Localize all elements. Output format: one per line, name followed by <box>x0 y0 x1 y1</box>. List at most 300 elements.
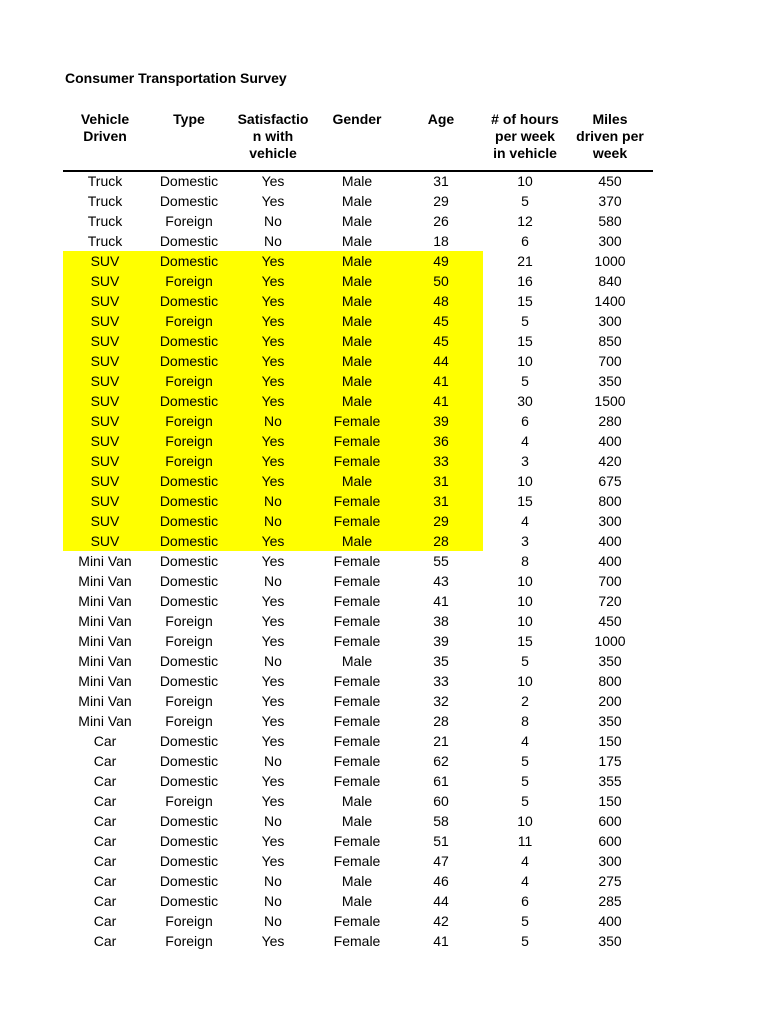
cell-age: 33 <box>399 451 483 471</box>
cell-vehicle: Car <box>93 893 117 909</box>
cell-miles: 580 <box>598 213 622 229</box>
cell-satisfaction: No <box>264 813 282 829</box>
table-row <box>63 291 653 311</box>
cell-satisfaction: Yes <box>261 673 285 689</box>
cell-gender: Male <box>341 653 373 669</box>
cell-satisfaction: No <box>231 411 315 431</box>
cell-hours: 4 <box>521 433 529 449</box>
cell-hours: 5 <box>521 653 529 669</box>
cell-gender: Female <box>333 833 381 849</box>
cell-satisfaction: Yes <box>261 793 285 809</box>
cell-hours: 10 <box>517 573 533 589</box>
cell-hours: 5 <box>521 373 529 389</box>
cell-hours: 10 <box>517 353 533 369</box>
cell-vehicle: Mini Van <box>78 613 132 629</box>
cell-vehicle: Car <box>93 873 117 889</box>
header-line: Type <box>173 111 205 127</box>
cell-hours: 6 <box>521 413 529 429</box>
cell-gender: Female <box>315 431 399 451</box>
cell-satisfaction: Yes <box>261 193 285 209</box>
cell-vehicle: SUV <box>63 311 147 331</box>
cell-hours: 8 <box>521 713 529 729</box>
cell-gender: Male <box>341 193 373 209</box>
table-row <box>63 811 653 831</box>
cell-satisfaction: Yes <box>231 471 315 491</box>
cell-gender: Male <box>315 331 399 351</box>
cell-type: Domestic <box>159 753 219 769</box>
cell-age: 28 <box>399 531 483 551</box>
table-row <box>63 311 653 331</box>
cell-age: 21 <box>433 733 449 749</box>
cell-age: 45 <box>399 331 483 351</box>
cell-gender: Female <box>333 573 381 589</box>
cell-gender: Female <box>333 733 381 749</box>
cell-satisfaction: No <box>264 893 282 909</box>
cell-type: Domestic <box>147 511 231 531</box>
cell-type: Foreign <box>165 613 213 629</box>
cell-vehicle: Car <box>93 853 117 869</box>
cell-type: Domestic <box>147 351 231 371</box>
cell-age: 18 <box>433 233 449 249</box>
cell-gender: Male <box>341 213 373 229</box>
cell-satisfaction: Yes <box>261 633 285 649</box>
header-hours-per-week <box>483 111 567 162</box>
table-row <box>63 391 653 411</box>
cell-gender: Female <box>333 593 381 609</box>
cell-miles: 200 <box>598 693 622 709</box>
cell-vehicle: SUV <box>63 491 147 511</box>
cell-type: Domestic <box>159 873 219 889</box>
header-line: per week <box>495 128 555 144</box>
header-age <box>399 111 483 128</box>
cell-age: 35 <box>433 653 449 669</box>
cell-type: Domestic <box>147 251 231 271</box>
cell-miles: 150 <box>598 793 622 809</box>
cell-hours: 5 <box>521 753 529 769</box>
cell-hours: 3 <box>521 533 529 549</box>
cell-vehicle: Car <box>93 733 117 749</box>
cell-satisfaction: No <box>264 653 282 669</box>
cell-age: 33 <box>433 673 449 689</box>
cell-vehicle: SUV <box>63 351 147 371</box>
cell-age: 48 <box>399 291 483 311</box>
cell-type: Foreign <box>147 371 231 391</box>
cell-vehicle: SUV <box>63 331 147 351</box>
cell-hours: 15 <box>517 293 533 309</box>
cell-vehicle: SUV <box>63 371 147 391</box>
cell-miles: 285 <box>598 893 622 909</box>
cell-type: Domestic <box>147 471 231 491</box>
cell-gender: Male <box>315 251 399 271</box>
cell-type: Foreign <box>147 451 231 471</box>
cell-gender: Male <box>315 531 399 551</box>
header-line: Satisfactio <box>237 111 309 127</box>
cell-vehicle: Mini Van <box>78 593 132 609</box>
cell-miles: 450 <box>598 613 622 629</box>
cell-age: 58 <box>433 813 449 829</box>
cell-age: 61 <box>433 773 449 789</box>
cell-type: Foreign <box>147 311 231 331</box>
cell-vehicle: SUV <box>63 451 147 471</box>
survey-table <box>63 171 653 951</box>
cell-type: Domestic <box>159 833 219 849</box>
cell-hours: 10 <box>517 593 533 609</box>
cell-age: 41 <box>399 391 483 411</box>
cell-satisfaction: Yes <box>261 833 285 849</box>
cell-satisfaction: Yes <box>261 853 285 869</box>
cell-miles: 450 <box>598 173 622 189</box>
header-line: driven per <box>576 128 644 144</box>
cell-age: 26 <box>433 213 449 229</box>
cell-satisfaction: Yes <box>261 713 285 729</box>
cell-hours: 15 <box>517 493 533 509</box>
cell-age: 39 <box>399 411 483 431</box>
table-row <box>63 511 653 531</box>
cell-hours: 15 <box>517 633 533 649</box>
cell-miles: 150 <box>598 733 622 749</box>
cell-vehicle: Mini Van <box>78 633 132 649</box>
cell-miles: 675 <box>598 473 622 489</box>
cell-gender: Female <box>333 613 381 629</box>
cell-gender: Female <box>333 673 381 689</box>
cell-vehicle: Mini Van <box>78 693 132 709</box>
cell-age: 46 <box>433 873 449 889</box>
cell-satisfaction: No <box>231 511 315 531</box>
cell-gender: Male <box>341 233 373 249</box>
cell-gender: Female <box>315 491 399 511</box>
cell-satisfaction: No <box>231 491 315 511</box>
cell-type: Domestic <box>159 193 219 209</box>
table-row <box>63 771 653 791</box>
cell-vehicle: SUV <box>63 431 147 451</box>
cell-gender: Female <box>333 753 381 769</box>
cell-vehicle: SUV <box>63 391 147 411</box>
cell-miles: 400 <box>598 913 622 929</box>
cell-miles: 1400 <box>594 293 626 309</box>
cell-age: 32 <box>433 693 449 709</box>
cell-type: Domestic <box>159 553 219 569</box>
header-type <box>147 111 231 128</box>
cell-vehicle: Mini Van <box>78 713 132 729</box>
table-row <box>63 871 653 891</box>
cell-gender: Male <box>315 471 399 491</box>
table-row <box>63 471 653 491</box>
table-row <box>63 351 653 371</box>
cell-hours: 5 <box>521 933 529 949</box>
cell-type: Domestic <box>147 331 231 351</box>
cell-hours: 4 <box>521 873 529 889</box>
cell-type: Foreign <box>147 411 231 431</box>
cell-type: Domestic <box>147 531 231 551</box>
cell-hours: 10 <box>517 173 533 189</box>
cell-gender: Female <box>333 693 381 709</box>
cell-satisfaction: Yes <box>261 933 285 949</box>
cell-age: 62 <box>433 753 449 769</box>
cell-miles: 600 <box>598 833 622 849</box>
cell-type: Foreign <box>165 913 213 929</box>
cell-miles: 1500 <box>594 393 626 409</box>
cell-age: 42 <box>433 913 449 929</box>
cell-type: Domestic <box>147 491 231 511</box>
cell-vehicle: Car <box>93 793 117 809</box>
cell-miles: 300 <box>598 853 622 869</box>
cell-type: Domestic <box>147 291 231 311</box>
table-row <box>63 911 653 931</box>
cell-type: Domestic <box>159 733 219 749</box>
cell-hours: 4 <box>521 513 529 529</box>
cell-hours: 16 <box>517 273 533 289</box>
cell-vehicle: Car <box>93 913 117 929</box>
cell-satisfaction: Yes <box>261 733 285 749</box>
table-row <box>63 851 653 871</box>
cell-miles: 700 <box>598 353 622 369</box>
header-gender <box>315 111 399 128</box>
cell-hours: 21 <box>517 253 533 269</box>
cell-satisfaction: Yes <box>231 531 315 551</box>
table-row <box>63 711 653 731</box>
cell-gender: Female <box>333 853 381 869</box>
table-row <box>63 691 653 711</box>
cell-age: 31 <box>433 173 449 189</box>
cell-type: Foreign <box>165 213 213 229</box>
header-line: Vehicle <box>80 111 130 127</box>
cell-satisfaction: Yes <box>231 291 315 311</box>
cell-age: 45 <box>399 311 483 331</box>
cell-type: Domestic <box>159 813 219 829</box>
header-line: Driven <box>83 128 127 144</box>
cell-miles: 400 <box>598 433 622 449</box>
table-row <box>63 651 653 671</box>
cell-hours: 10 <box>517 813 533 829</box>
table-row <box>63 531 653 551</box>
table-row <box>63 331 653 351</box>
cell-vehicle: Truck <box>87 173 123 189</box>
cell-gender: Female <box>333 713 381 729</box>
cell-gender: Female <box>315 411 399 431</box>
table-row <box>63 431 653 451</box>
cell-gender: Female <box>333 553 381 569</box>
cell-type: Foreign <box>165 713 213 729</box>
cell-gender: Male <box>315 371 399 391</box>
table-row <box>63 211 653 231</box>
cell-hours: 15 <box>517 333 533 349</box>
cell-type: Foreign <box>165 933 213 949</box>
cell-type: Domestic <box>159 853 219 869</box>
cell-gender: Male <box>315 391 399 411</box>
table-header <box>63 111 653 171</box>
cell-miles: 275 <box>598 873 622 889</box>
table-row <box>63 271 653 291</box>
cell-miles: 350 <box>598 713 622 729</box>
cell-age: 39 <box>433 633 449 649</box>
table-row <box>63 551 653 571</box>
cell-hours: 11 <box>517 833 533 849</box>
cell-gender: Male <box>315 271 399 291</box>
cell-miles: 800 <box>598 493 622 509</box>
cell-age: 43 <box>433 573 449 589</box>
table-row <box>63 191 653 211</box>
cell-miles: 300 <box>598 233 622 249</box>
cell-miles: 840 <box>598 273 622 289</box>
cell-miles: 400 <box>598 533 622 549</box>
cell-vehicle: Truck <box>87 233 123 249</box>
cell-satisfaction: Yes <box>261 693 285 709</box>
cell-age: 41 <box>399 371 483 391</box>
cell-age: 29 <box>433 193 449 209</box>
cell-type: Domestic <box>159 773 219 789</box>
cell-miles: 420 <box>598 453 622 469</box>
cell-type: Foreign <box>147 431 231 451</box>
cell-satisfaction: Yes <box>261 593 285 609</box>
table-row <box>63 591 653 611</box>
table-row <box>63 411 653 431</box>
cell-age: 41 <box>433 933 449 949</box>
cell-age: 44 <box>433 893 449 909</box>
cell-type: Domestic <box>159 893 219 909</box>
cell-hours: 5 <box>521 793 529 809</box>
cell-miles: 370 <box>598 193 622 209</box>
cell-age: 29 <box>399 511 483 531</box>
cell-miles: 350 <box>598 933 622 949</box>
cell-vehicle: Mini Van <box>78 653 132 669</box>
cell-vehicle: SUV <box>63 531 147 551</box>
cell-type: Domestic <box>159 573 219 589</box>
cell-satisfaction: Yes <box>231 431 315 451</box>
cell-vehicle: Truck <box>87 213 123 229</box>
header-line: Gender <box>332 111 382 127</box>
cell-miles: 700 <box>598 573 622 589</box>
cell-type: Domestic <box>159 673 219 689</box>
cell-miles: 850 <box>598 333 622 349</box>
cell-hours: 5 <box>521 193 529 209</box>
cell-satisfaction: No <box>264 873 282 889</box>
cell-satisfaction: Yes <box>261 613 285 629</box>
cell-type: Foreign <box>165 793 213 809</box>
cell-age: 28 <box>433 713 449 729</box>
cell-vehicle: Mini Van <box>78 673 132 689</box>
table-row <box>63 751 653 771</box>
cell-hours: 8 <box>521 553 529 569</box>
cell-satisfaction: No <box>264 213 282 229</box>
cell-gender: Male <box>341 893 373 909</box>
cell-gender: Female <box>333 633 381 649</box>
cell-gender: Female <box>333 773 381 789</box>
cell-satisfaction: Yes <box>231 451 315 471</box>
cell-type: Domestic <box>159 173 219 189</box>
cell-satisfaction: Yes <box>231 351 315 371</box>
cell-hours: 4 <box>521 853 529 869</box>
table-row <box>63 371 653 391</box>
table-row <box>63 631 653 651</box>
table-row <box>63 931 653 951</box>
table-row <box>63 251 653 271</box>
cell-hours: 3 <box>521 453 529 469</box>
cell-satisfaction: Yes <box>231 331 315 351</box>
cell-vehicle: SUV <box>63 471 147 491</box>
cell-gender: Male <box>341 873 373 889</box>
cell-age: 55 <box>433 553 449 569</box>
cell-miles: 355 <box>598 773 622 789</box>
cell-vehicle: Mini Van <box>78 553 132 569</box>
cell-hours: 12 <box>517 213 533 229</box>
cell-hours: 6 <box>521 233 529 249</box>
cell-hours: 2 <box>521 693 529 709</box>
cell-satisfaction: No <box>264 573 282 589</box>
header-satisfaction <box>231 111 315 162</box>
cell-gender: Male <box>341 813 373 829</box>
header-vehicle-driven <box>63 111 147 145</box>
cell-gender: Male <box>341 173 373 189</box>
cell-age: 50 <box>399 271 483 291</box>
cell-satisfaction: Yes <box>231 311 315 331</box>
cell-vehicle: Car <box>93 933 117 949</box>
cell-hours: 6 <box>521 893 529 909</box>
cell-satisfaction: No <box>264 753 282 769</box>
cell-miles: 280 <box>598 413 622 429</box>
cell-gender: Female <box>315 511 399 531</box>
cell-age: 44 <box>399 351 483 371</box>
cell-miles: 300 <box>598 513 622 529</box>
cell-satisfaction: Yes <box>261 553 285 569</box>
cell-miles: 1000 <box>594 633 626 649</box>
cell-miles: 350 <box>598 653 622 669</box>
cell-age: 31 <box>399 491 483 511</box>
table-row <box>63 731 653 751</box>
cell-satisfaction: Yes <box>231 391 315 411</box>
cell-miles: 600 <box>598 813 622 829</box>
cell-age: 36 <box>399 431 483 451</box>
cell-hours: 5 <box>521 913 529 929</box>
cell-miles: 175 <box>598 753 622 769</box>
table-row <box>63 571 653 591</box>
cell-hours: 5 <box>521 313 529 329</box>
page-title: Consumer Transportation Survey <box>65 70 287 86</box>
cell-vehicle: Car <box>93 833 117 849</box>
table-row <box>63 891 653 911</box>
cell-miles: 400 <box>598 553 622 569</box>
table-row <box>63 451 653 471</box>
header-line: Age <box>427 111 455 127</box>
cell-age: 47 <box>433 853 449 869</box>
cell-gender: Female <box>333 933 381 949</box>
cell-vehicle: SUV <box>63 271 147 291</box>
table-row <box>63 791 653 811</box>
cell-vehicle: Car <box>93 773 117 789</box>
cell-satisfaction: Yes <box>261 173 285 189</box>
cell-hours: 4 <box>521 733 529 749</box>
cell-age: 60 <box>433 793 449 809</box>
cell-type: Domestic <box>159 593 219 609</box>
cell-satisfaction: No <box>264 233 282 249</box>
table-row <box>63 171 653 191</box>
cell-gender: Male <box>315 351 399 371</box>
cell-type: Domestic <box>159 233 219 249</box>
cell-vehicle: Car <box>93 813 117 829</box>
header-line: vehicle <box>249 145 297 161</box>
cell-hours: 5 <box>521 773 529 789</box>
cell-satisfaction: Yes <box>231 251 315 271</box>
table-row <box>63 671 653 691</box>
cell-gender: Female <box>333 913 381 929</box>
cell-type: Foreign <box>165 633 213 649</box>
table-row <box>63 231 653 251</box>
cell-vehicle: SUV <box>63 511 147 531</box>
cell-miles: 800 <box>598 673 622 689</box>
cell-gender: Male <box>315 291 399 311</box>
cell-type: Domestic <box>147 391 231 411</box>
cell-hours: 10 <box>517 673 533 689</box>
cell-vehicle: SUV <box>63 251 147 271</box>
